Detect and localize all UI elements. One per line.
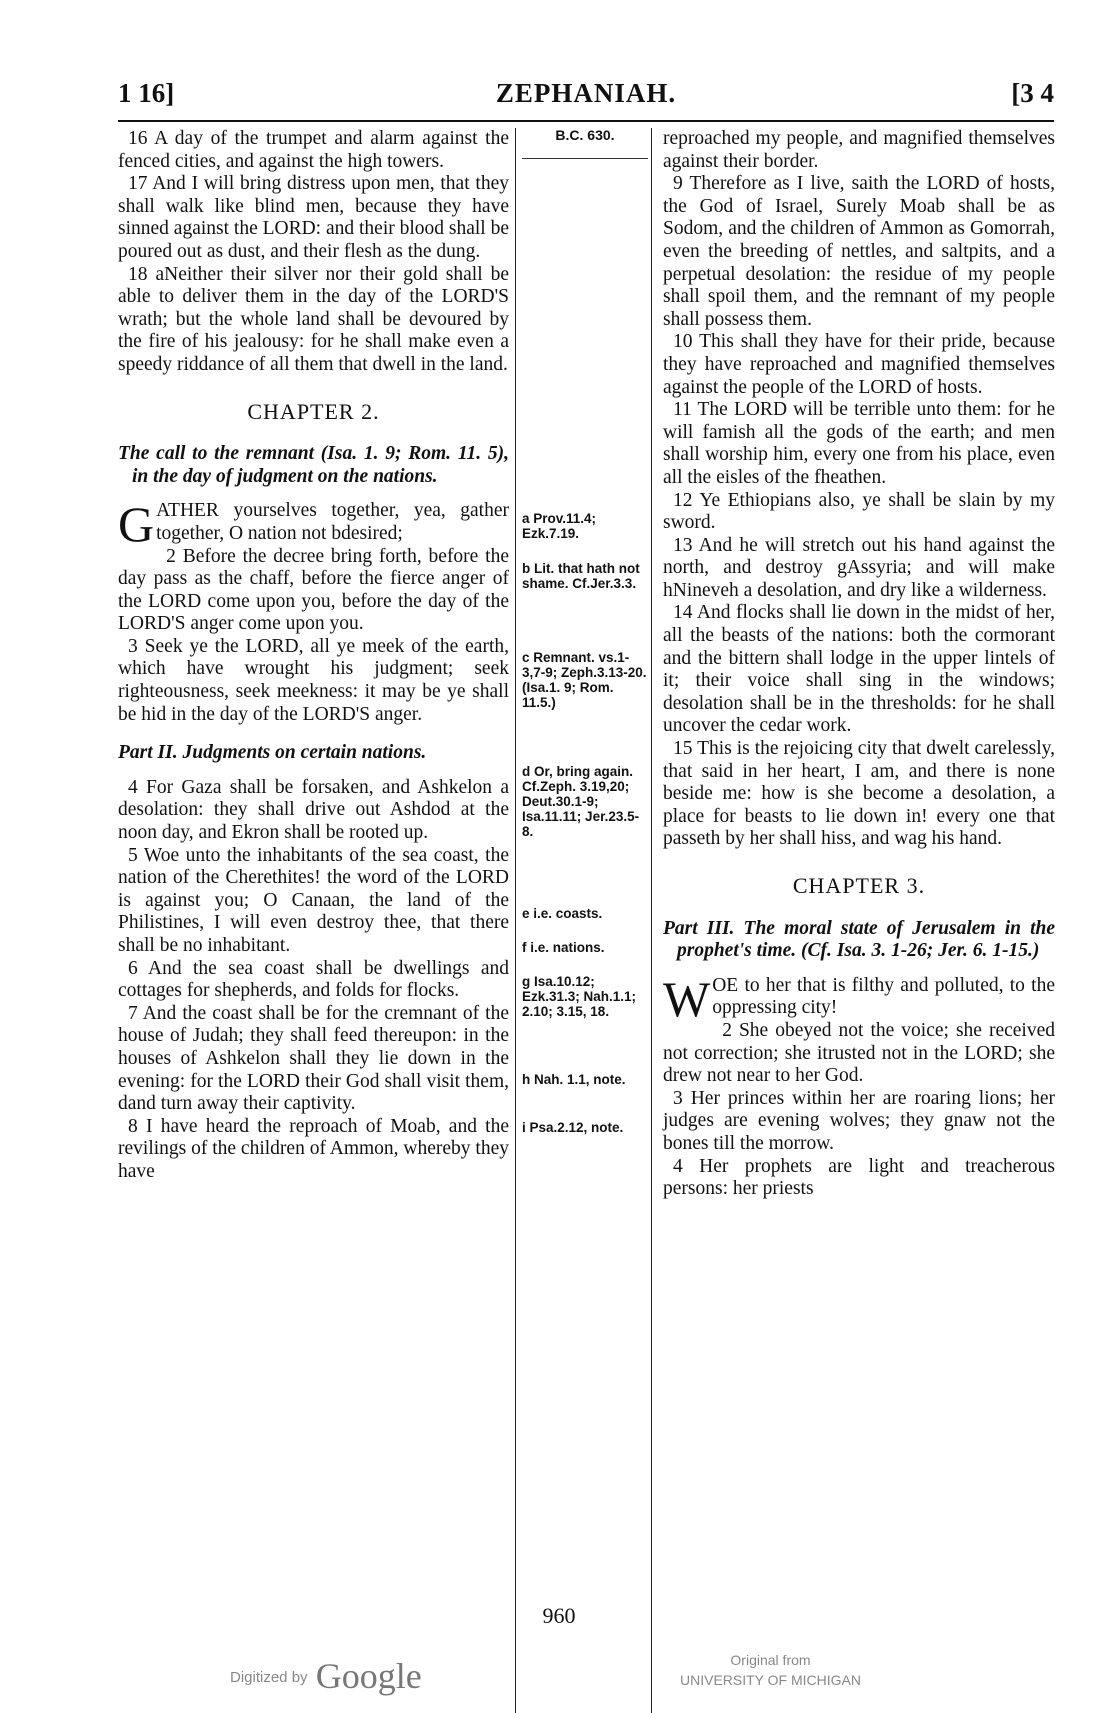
margin-note-f: f i.e. nations.	[522, 940, 605, 955]
original-from-label: Original from	[730, 1652, 811, 1668]
left-text-column	[118, 128, 509, 1184]
drop-cap-w: W	[663, 970, 711, 1027]
drop-cap-g: G	[118, 496, 155, 553]
verse-2-3: 3 Seek ye the LORD, all ye meek of the earth, which have wrought his judgment; seek righteousness, seek meekness: it may be ye shall be hid in the day of the LORD'S anger.	[118, 635, 509, 725]
verse-2-8-continued: reproached my people, and magnified themselves against their border.	[663, 128, 1055, 172]
header-chapter-verse: 1 16]	[118, 78, 175, 108]
header-book-title: ZEPHANIAH.	[495, 78, 677, 108]
date-note: B.C. 630.	[555, 127, 615, 143]
original-from-watermark	[680, 1650, 861, 1690]
right-text-column	[663, 128, 1055, 1201]
verse-1-16: 16 A day of the trumpet and alarm against the fenced cities, and against the high towers.	[118, 128, 509, 172]
margin-note-g: g Isa.10.12; Ezk.31.3; Nah.1.1; 2.10; 3.15, 18.	[522, 974, 637, 1019]
margin-note-i: i Psa.2.12, note.	[522, 1120, 624, 1135]
chapter-3-heading: CHAPTER 3.	[792, 873, 926, 898]
chapter-2-heading: CHAPTER 2.	[247, 398, 380, 424]
verse-2-6: 6 And the sea coast shall be dwellings and cottages for shepherds, and folds for flocks.	[118, 957, 509, 1002]
margin-note-c: c Remnant. vs.1-3,7-9; Zeph.3.13-20. (Isa.1. 9; Rom. 11.5.)	[522, 650, 647, 710]
header-rule	[118, 120, 1054, 122]
verse-2-1-text: ATHER yourselves together, yea, gather together, O nation not bdesired;	[156, 500, 509, 544]
verse-1-17: 17 And I will bring distress upon men, that they shall walk like blind men, because they have sinned against the LORD: and their blood shall be poured out as dust, and their flesh as the dung.	[118, 173, 510, 262]
verse-3-3: 3 Her princes within her are roaring lions; her judges are evening wolves; they gnaw not the bones till the morrow.	[663, 1087, 1055, 1154]
verse-2-9: 9 Therefore as I live, saith the LORD of hosts, the God of Israel, Surely Moab shall be as Sodom, and the children of Ammon as Gomorrah, even the breeding of nettles, and saltpits, and a perpetual desolation: the residue of my people shall spoil them, and the remnant of my people shall possess them.	[663, 173, 1055, 330]
verse-2-15: 15 This is the rejoicing city that dwelt carelessly, that said in her heart, I am, and there is none beside me: how is she become a desolation, a place for beasts to lie down in! every one that passeth by her shall hiss, and wag his hand.	[663, 738, 1055, 850]
part-2-heading: Part II. Judgments on certain nations.	[118, 742, 427, 764]
date-rule	[522, 158, 648, 159]
verse-2-1	[118, 496, 509, 553]
verse-2-11: 11 The LORD will be terrible unto them: for he will famish all the gods of the earth; and men shall worship him, every one from his place, even all the eisles of the fheathen.	[663, 399, 1055, 488]
margin-note-a: a Prov.11.4; Ezk.7.19.	[522, 511, 597, 541]
header-next-reference: [3 4	[1011, 78, 1054, 108]
verse-2-4: 4 For Gaza shall be forsaken, and Ashkelon a desolation: they shall drive out Ashdod at the noon day, and Ekron shall be rooted up.	[118, 776, 509, 844]
margin-note-h: h Nah. 1.1, note.	[522, 1072, 626, 1087]
margin-note-d: d Or, bring again. Cf.Zeph. 3.19,20; Deut.30.1-9; Isa.11.11; Jer.23.5-8.	[522, 764, 640, 839]
verse-3-2: 2 She obeyed not the voice; she received not correction; she itrusted not in the LORD; she drew not near to her God.	[663, 1019, 1055, 1087]
column-divider-right	[651, 128, 652, 1713]
margin-note-e: e i.e. coasts.	[522, 906, 603, 921]
verse-3-1-text: OE to her that is filthy and polluted, to the oppressing city!	[712, 974, 1055, 1019]
verse-3-1	[663, 970, 1055, 1027]
verse-2-10: 10 This shall they have for their pride, because they have reproached and magnified themselves against the people of the LORD of hosts.	[663, 331, 1055, 398]
verse-2-14: 14 And flocks shall lie down in the midst of her, all the beasts of the nations: both the cormorant and the bittern shall lodge in the upper lintels of it; their voice shall sing in the windows; desolation shall be in the thresholds: for he shall uncover the cedar work.	[663, 602, 1055, 737]
column-divider-left	[515, 128, 516, 1713]
google-logo: Google	[315, 1656, 422, 1696]
page-number: 960	[542, 1603, 576, 1628]
verse-2-2: 2 Before the decree bring forth, before the day pass as the chaff, before the fierce anger of the LORD come upon you, before the day of the LORD'S anger come upon you.	[118, 545, 509, 635]
verse-2-12: 12 Ye Ethiopians also, ye shall be slain by my sword.	[663, 489, 1055, 534]
margin-note-b: b Lit. that hath not shame. Cf.Jer.3.3.	[522, 561, 640, 591]
verse-2-13: 13 And he will stretch out his hand against the north, and destroy gAssyria; and will make hNineveh a desolation, and dry like a wilderness.	[663, 534, 1055, 601]
verse-2-7: 7 And the coast shall be for the cremnant of the house of Judah; they shall feed thereupon: in the houses of Ashkelon shall they lie down in the evening: for the LORD their God shall visit them, dand turn away their captivity.	[118, 1002, 509, 1115]
verse-1-18: 18 aNeither their silver nor their gold shall be able to deliver them in the day of the LORD'S wrath; but the whole land shall be devoured by the fire of his jealousy: for he shall make even a speedy riddance of all them that dwell in the land.	[118, 263, 509, 375]
verse-3-4: 4 Her prophets are light and treacherous persons: her priests	[663, 1155, 1055, 1200]
running-header	[118, 78, 1054, 118]
digitized-by-label: Digitized by	[230, 1669, 308, 1686]
verse-2-5: 5 Woe unto the inhabitants of the sea coast, the nation of the Cherethites! the word of the LORD is against you; O Canaan, the land of the Philistines, I will even destroy thee, that there shall be no inhabitant.	[118, 844, 509, 956]
chapter-2-summary: The call to the remnant (Isa. 1. 9; Rom. 11. 5), in the day of judgment on the nations.	[118, 443, 509, 487]
digitized-by-watermark	[230, 1655, 422, 1697]
chapter-3-summary: Part III. The moral state of Jerusalem in the prophet's time. (Cf. Isa. 3. 1-26; Jer. 6. 1-15.)	[663, 917, 1055, 962]
verse-2-8: 8 I have heard the reproach of Moab, and the revilings of the children of Ammon, whereby they have	[118, 1115, 509, 1182]
library-name: UNIVERSITY OF MICHIGAN	[680, 1672, 861, 1688]
